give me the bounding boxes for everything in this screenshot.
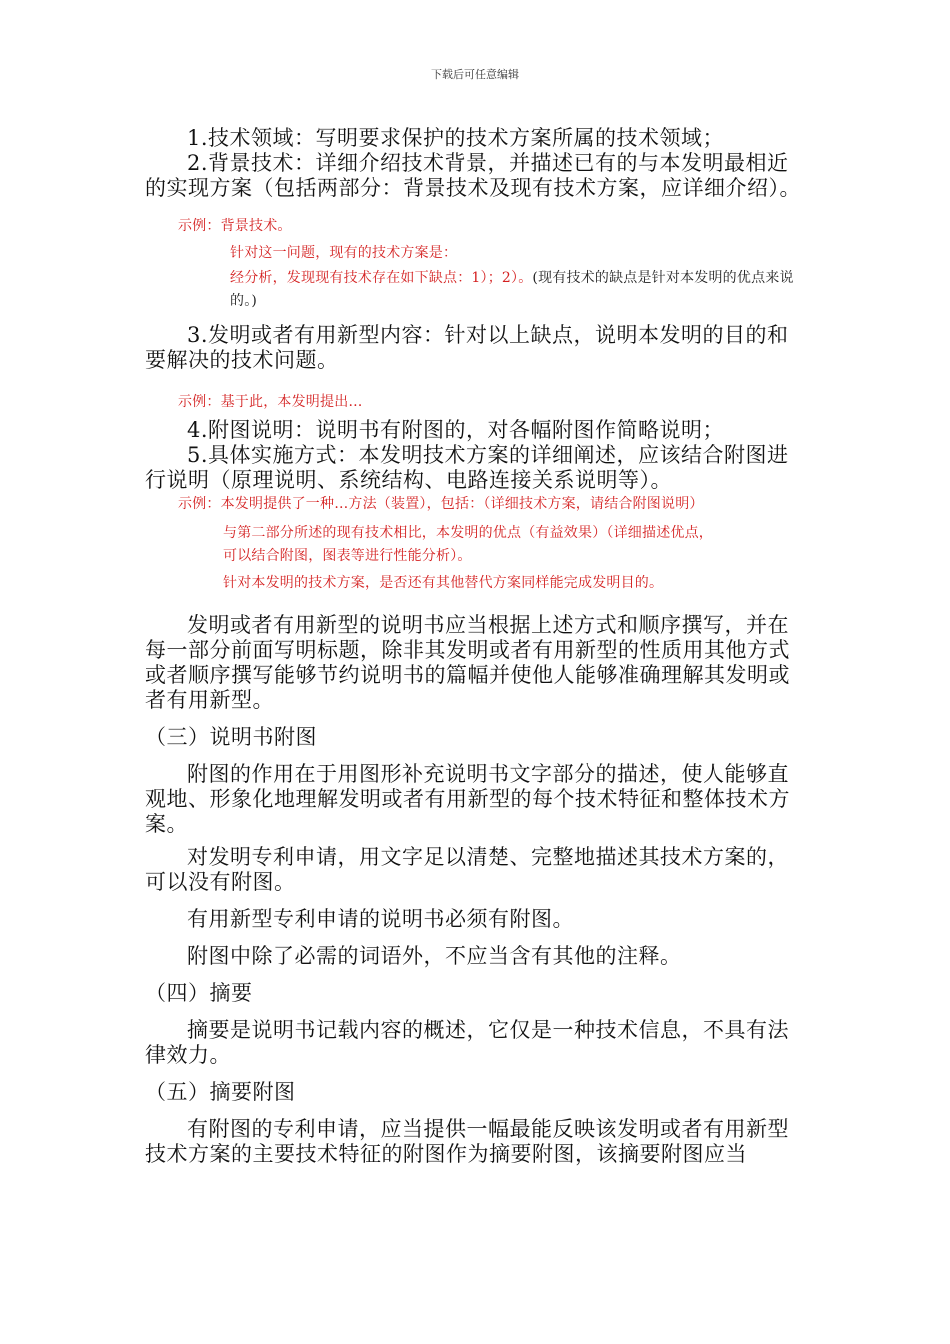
page-header: 下载后可任意编辑 [431,68,519,81]
item-invention-content: 3.发明或者有用新型内容：针对以上缺点，说明本发明的目的和要解决的技术问题。 [145,323,789,372]
example-embodiment: 示例：本发明提供了一种…方法（装置），包括：（详细技术方案，请结合附图说明） [178,496,704,512]
example-defects: 经分析，发现现有技术存在如下缺点：1）；2）。 [230,270,533,286]
example-line [230,267,810,313]
paragraph: 有附图的专利申请，应当提供一幅最能反映该发明或者有用新型技术方案的主要技术特征的附图作为摘要附图，该摘要附图应当 [145,1117,789,1166]
paragraph-order: 发明或者有用新型的说明书应当根据上述方式和顺序撰写，并在每一部分前面写明标题，除非其发明或者有用新型的性质用其他方式或者顺序撰写能够节约说明书的篇幅并使他人能够准确理解其发明或者有用新型。 [145,613,790,712]
item-background: 2.背景技术：详细介绍技术背景，并描述已有的与本发明最相近的实现方案（包括两部分：背景技术及现有技术方案，应详细介绍）。 [145,151,801,200]
item-embodiment: 5.具体实施方式：本发明技术方案的详细阐述，应该结合附图进行说明（原理说明、系统结构、电路连接关系说明等）。 [145,443,789,492]
example-line: 可以结合附图，图表等进行性能分析）。 [223,548,472,564]
document-body [145,126,810,1167]
item-technical-field: 1.技术领域：写明要求保护的技术方案所属的技术领域； [187,126,725,150]
example-line: 针对这一问题，现有的技术方案是： [230,245,458,261]
paragraph: 附图的作用在于用图形补充说明书文字部分的描述，使人能够直观地、形象化地理解发明或者有用新型的每个技术特征和整体技术方案。 [145,762,790,836]
item-figure-description: 4.附图说明：说明书有附图的，对各幅附图作简略说明； [187,418,725,442]
section-heading: （四）摘要 [145,981,253,1005]
example-advantages [223,522,810,568]
paragraph: 有用新型专利申请的说明书必须有附图。 [187,907,574,931]
example-proposal: 示例：基于此，本发明提出… [178,394,363,410]
example-alternatives: 针对本发明的技术方案，是否还有其他替代方案同样能完成发明目的。 [223,575,664,591]
example-label: 示例：背景技术。 [178,218,292,234]
paragraph: 对发明专利申请，用文字足以清楚、完整地描述其技术方案的，可以没有附图。 [145,845,789,894]
example-background [145,215,810,313]
section-heading: （三）说明书附图 [145,725,317,749]
example-note: (现有技术的缺点是针对本发明的优点来说的。) [230,270,794,309]
section-heading: （五）摘要附图 [145,1080,296,1104]
example-line: 与第二部分所述的现有技术相比，本发明的优点（有益效果）（详细描述优点， [223,525,713,541]
paragraph: 附图中除了必需的词语外，不应当含有其他的注释。 [187,944,682,968]
paragraph: 摘要是说明书记载内容的概述，它仅是一种技术信息，不具有法律效力。 [145,1018,789,1067]
